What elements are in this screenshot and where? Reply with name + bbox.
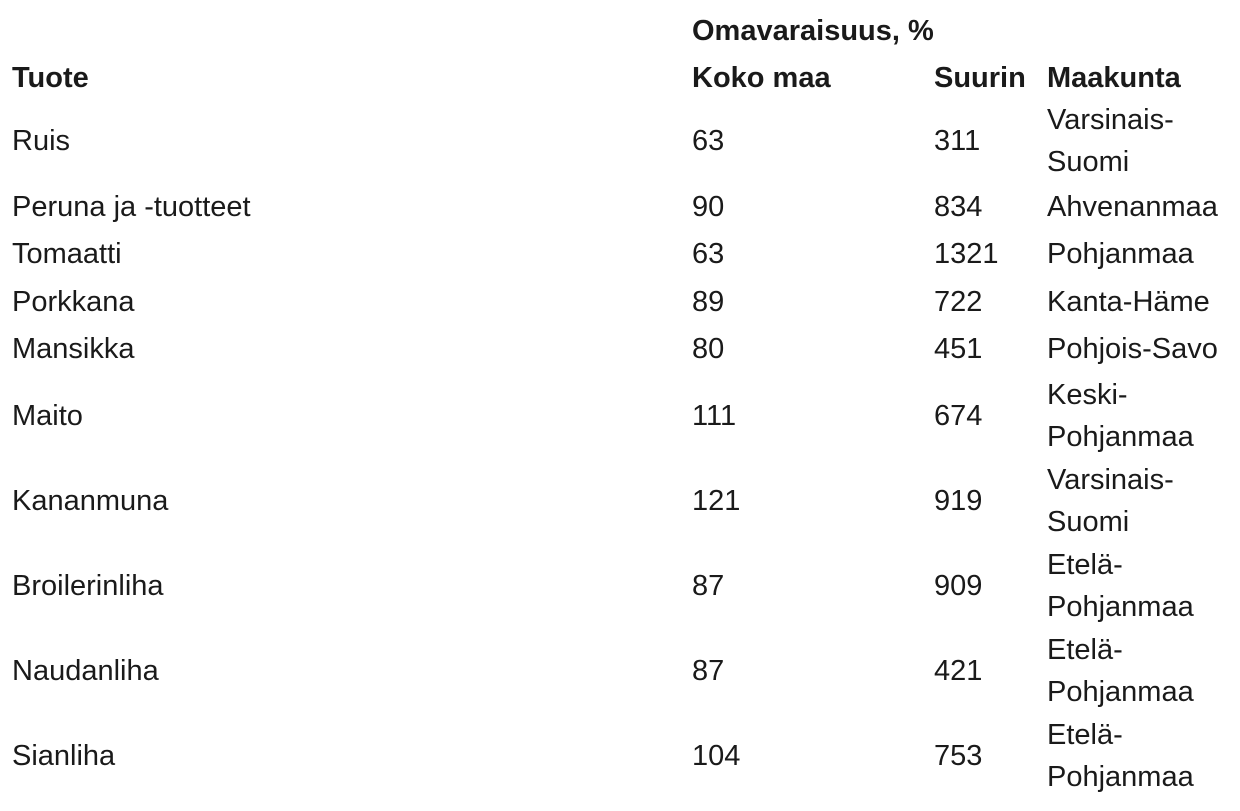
table-row	[12, 326, 1240, 374]
table-row	[12, 183, 1240, 231]
table-row	[12, 543, 1240, 628]
table-row	[12, 458, 1240, 543]
region-cell	[1047, 231, 1194, 279]
highest-value-cell: 674	[934, 399, 983, 432]
region-cell	[1047, 543, 1194, 628]
product-cell: Tomaatti	[12, 238, 122, 271]
region-cell	[1047, 458, 1174, 543]
highest-value-cell: 753	[934, 739, 983, 772]
region-line: Suomi	[1047, 505, 1130, 538]
national-value-cell: 111	[692, 399, 737, 432]
column-header-highest: Suurin	[934, 62, 1026, 94]
region-line: Varsinais-	[1047, 463, 1174, 496]
region-line: Pohjanmaa	[1047, 590, 1194, 623]
region-cell	[1047, 326, 1218, 374]
self-sufficiency-table	[12, 0, 1240, 798]
national-value-cell: 121	[692, 484, 741, 517]
region-line: Pohjanmaa	[1047, 238, 1194, 271]
table-row	[12, 98, 1240, 183]
region-cell	[1047, 98, 1174, 183]
table-row	[12, 373, 1240, 458]
region-line: Pohjois-Savo	[1047, 333, 1218, 366]
group-header-row	[12, 0, 1240, 58]
highest-value-cell: 909	[934, 569, 983, 602]
table-row	[12, 231, 1240, 279]
national-value-cell: 104	[692, 739, 741, 772]
region-cell	[1047, 628, 1194, 713]
table-row	[12, 713, 1240, 798]
highest-value-cell: 834	[934, 190, 983, 223]
highest-value-cell: 311	[934, 124, 981, 157]
region-line: Ahvenanmaa	[1047, 190, 1218, 223]
national-value-cell: 90	[692, 190, 725, 223]
region-line: Pohjanmaa	[1047, 420, 1194, 453]
product-cell: Mansikka	[12, 333, 135, 366]
product-cell: Broilerinliha	[12, 569, 164, 602]
table-row	[12, 628, 1240, 713]
product-cell: Naudanliha	[12, 654, 159, 687]
region-line: Kanta-Häme	[1047, 285, 1210, 318]
column-header-region: Maakunta	[1047, 62, 1181, 94]
product-cell: Kananmuna	[12, 484, 169, 517]
column-header-product: Tuote	[12, 62, 89, 94]
group-header-self-sufficiency: Omavaraisuus, %	[692, 15, 934, 47]
region-line: Etelä-	[1047, 718, 1123, 751]
national-value-cell: 63	[692, 238, 725, 271]
national-value-cell: 87	[692, 569, 725, 602]
region-line: Varsinais-	[1047, 103, 1174, 136]
national-value-cell: 87	[692, 654, 725, 687]
product-cell: Porkkana	[12, 285, 135, 318]
region-line: Keski-	[1047, 378, 1128, 411]
highest-value-cell: 451	[934, 333, 983, 366]
region-line: Etelä-	[1047, 548, 1123, 581]
national-value-cell: 80	[692, 333, 725, 366]
product-cell: Peruna ja -tuotteet	[12, 190, 251, 223]
table-body	[12, 98, 1240, 798]
national-value-cell: 63	[692, 124, 725, 157]
region-line: Suomi	[1047, 145, 1130, 178]
region-line: Pohjanmaa	[1047, 760, 1194, 793]
national-value-cell: 89	[692, 285, 725, 318]
highest-value-cell: 919	[934, 484, 983, 517]
highest-value-cell: 421	[934, 654, 983, 687]
highest-value-cell: 722	[934, 285, 983, 318]
product-cell: Ruis	[12, 124, 71, 157]
region-line: Etelä-	[1047, 633, 1123, 666]
region-cell	[1047, 183, 1218, 231]
table-row	[12, 278, 1240, 326]
column-header-row	[12, 58, 1240, 98]
highest-value-cell: 1321	[934, 238, 999, 271]
region-cell	[1047, 373, 1194, 458]
region-line: Pohjanmaa	[1047, 675, 1194, 708]
region-cell	[1047, 713, 1194, 798]
product-cell: Sianliha	[12, 739, 116, 772]
column-header-national: Koko maa	[692, 62, 831, 94]
product-cell: Maito	[12, 399, 83, 432]
region-cell	[1047, 278, 1210, 326]
